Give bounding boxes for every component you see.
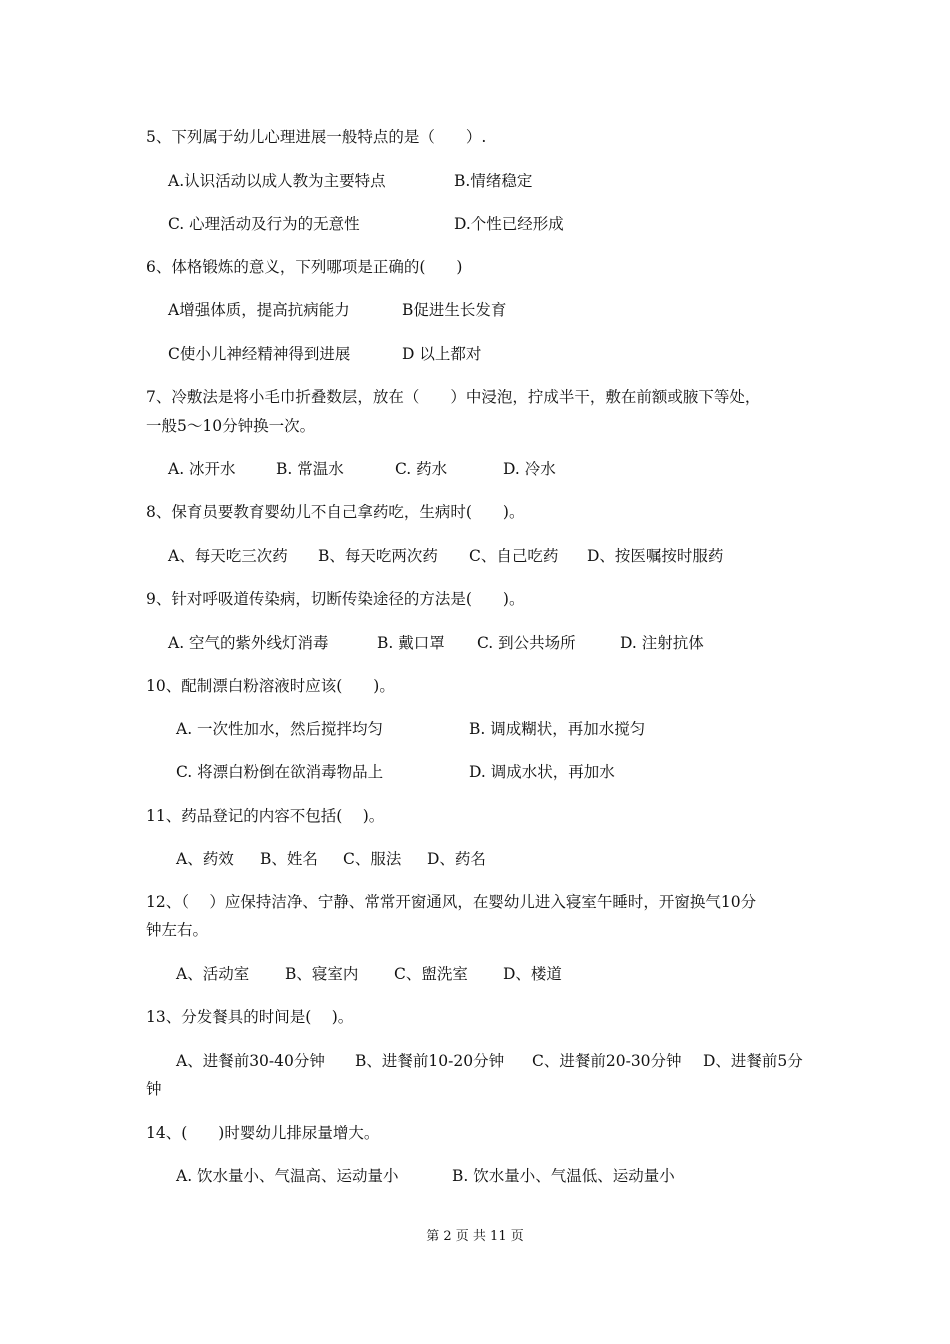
question-13-stem: 13、分发餐具的时间是( )。 bbox=[146, 1008, 354, 1026]
question-6-stem: 6、体格锻炼的意义，下列哪项是正确的( ) bbox=[146, 258, 463, 276]
question-12-stem-line-2: 钟左右。 bbox=[146, 921, 209, 939]
question-12-option-c: C、盥洗室 bbox=[394, 965, 468, 983]
question-10-option-d: D. 调成水状，再加水 bbox=[469, 763, 615, 781]
question-14-option-b: B. 饮水量小、气温低、运动量小 bbox=[452, 1167, 675, 1185]
question-8-stem: 8、保育员要教育婴幼儿不自己拿药吃，生病时( )。 bbox=[146, 503, 525, 521]
page-number-footer: 第 2 页 共 11 页 bbox=[426, 1229, 524, 1244]
question-6-option-c: C使小儿神经精神得到进展 bbox=[168, 345, 351, 363]
question-12-option-a: A、活动室 bbox=[176, 965, 250, 983]
question-5-option-b: B.情绪稳定 bbox=[454, 172, 533, 190]
question-9-option-a: A. 空气的紫外线灯消毒 bbox=[168, 634, 329, 652]
question-14-option-a: A. 饮水量小、气温高、运动量小 bbox=[176, 1167, 399, 1185]
question-13-option-b: B、进餐前10-20分钟 bbox=[355, 1052, 505, 1070]
question-12-option-b: B、寝室内 bbox=[285, 965, 359, 983]
question-13-option-d-line-2: 钟 bbox=[146, 1080, 162, 1098]
question-5-option-a: A.认识活动以成人教为主要特点 bbox=[168, 172, 386, 190]
question-7-option-c: C. 药水 bbox=[395, 460, 448, 478]
question-10-stem: 10、配制漂白粉溶液时应该( )。 bbox=[146, 677, 395, 695]
question-6-option-d: D 以上都对 bbox=[402, 345, 482, 363]
question-8-option-d: D、按医嘱按时服药 bbox=[587, 547, 724, 565]
question-11-option-b: B、姓名 bbox=[260, 850, 318, 868]
question-6-option-b: B促进生长发育 bbox=[402, 301, 507, 319]
question-8-option-c: C、自己吃药 bbox=[469, 547, 559, 565]
question-7-option-b: B. 常温水 bbox=[276, 460, 344, 478]
question-10-option-b: B. 调成糊状，再加水搅匀 bbox=[469, 720, 646, 738]
question-7-stem-line-2: 一般5～10分钟换一次。 bbox=[146, 417, 316, 435]
question-7-option-d: D. 冷水 bbox=[503, 460, 556, 478]
question-11-option-d: D、药名 bbox=[427, 850, 486, 868]
question-14-stem: 14、( )时婴幼儿排尿量增大。 bbox=[146, 1124, 380, 1142]
question-5-option-c: C. 心理活动及行为的无意性 bbox=[168, 215, 360, 233]
question-5-stem: 5、下列属于幼儿心理进展一般特点的是（ ）. bbox=[146, 128, 487, 146]
question-9-option-d: D. 注射抗体 bbox=[620, 634, 704, 652]
question-5-option-d: D.个性已经形成 bbox=[454, 215, 564, 233]
question-7-stem-line-1: 7、冷敷法是将小毛巾折叠数层，放在（ ）中浸泡，拧成半干，敷在前额或腋下等处， bbox=[146, 388, 761, 406]
question-9-option-c: C. 到公共场所 bbox=[477, 634, 576, 652]
question-12-option-d: D、楼道 bbox=[503, 965, 562, 983]
question-12-stem-line-1: 12、（ ）应保持洁净、宁静、常常开窗通风，在婴幼儿进入寝室午睡时，开窗换气10分 bbox=[146, 893, 757, 911]
question-13-option-d-line-1: D、进餐前5分 bbox=[703, 1052, 803, 1070]
question-9-option-b: B. 戴口罩 bbox=[377, 634, 445, 652]
question-13-option-a: A、进餐前30-40分钟 bbox=[176, 1052, 325, 1070]
question-13-option-c: C、进餐前20-30分钟 bbox=[532, 1052, 682, 1070]
question-11-stem: 11、药品登记的内容不包括( )。 bbox=[146, 807, 385, 825]
question-10-option-c: C. 将漂白粉倒在欲消毒物品上 bbox=[176, 763, 384, 781]
question-11-option-a: A、药效 bbox=[176, 850, 234, 868]
question-7-option-a: A. 冰开水 bbox=[168, 460, 236, 478]
question-9-stem: 9、针对呼吸道传染病，切断传染途径的方法是( )。 bbox=[146, 590, 525, 608]
question-10-option-a: A. 一次性加水，然后搅拌均匀 bbox=[176, 720, 384, 738]
question-8-option-b: B、每天吃两次药 bbox=[318, 547, 438, 565]
question-8-option-a: A、每天吃三次药 bbox=[168, 547, 288, 565]
question-6-option-a: A增强体质，提高抗病能力 bbox=[168, 301, 350, 319]
question-11-option-c: C、服法 bbox=[343, 850, 402, 868]
